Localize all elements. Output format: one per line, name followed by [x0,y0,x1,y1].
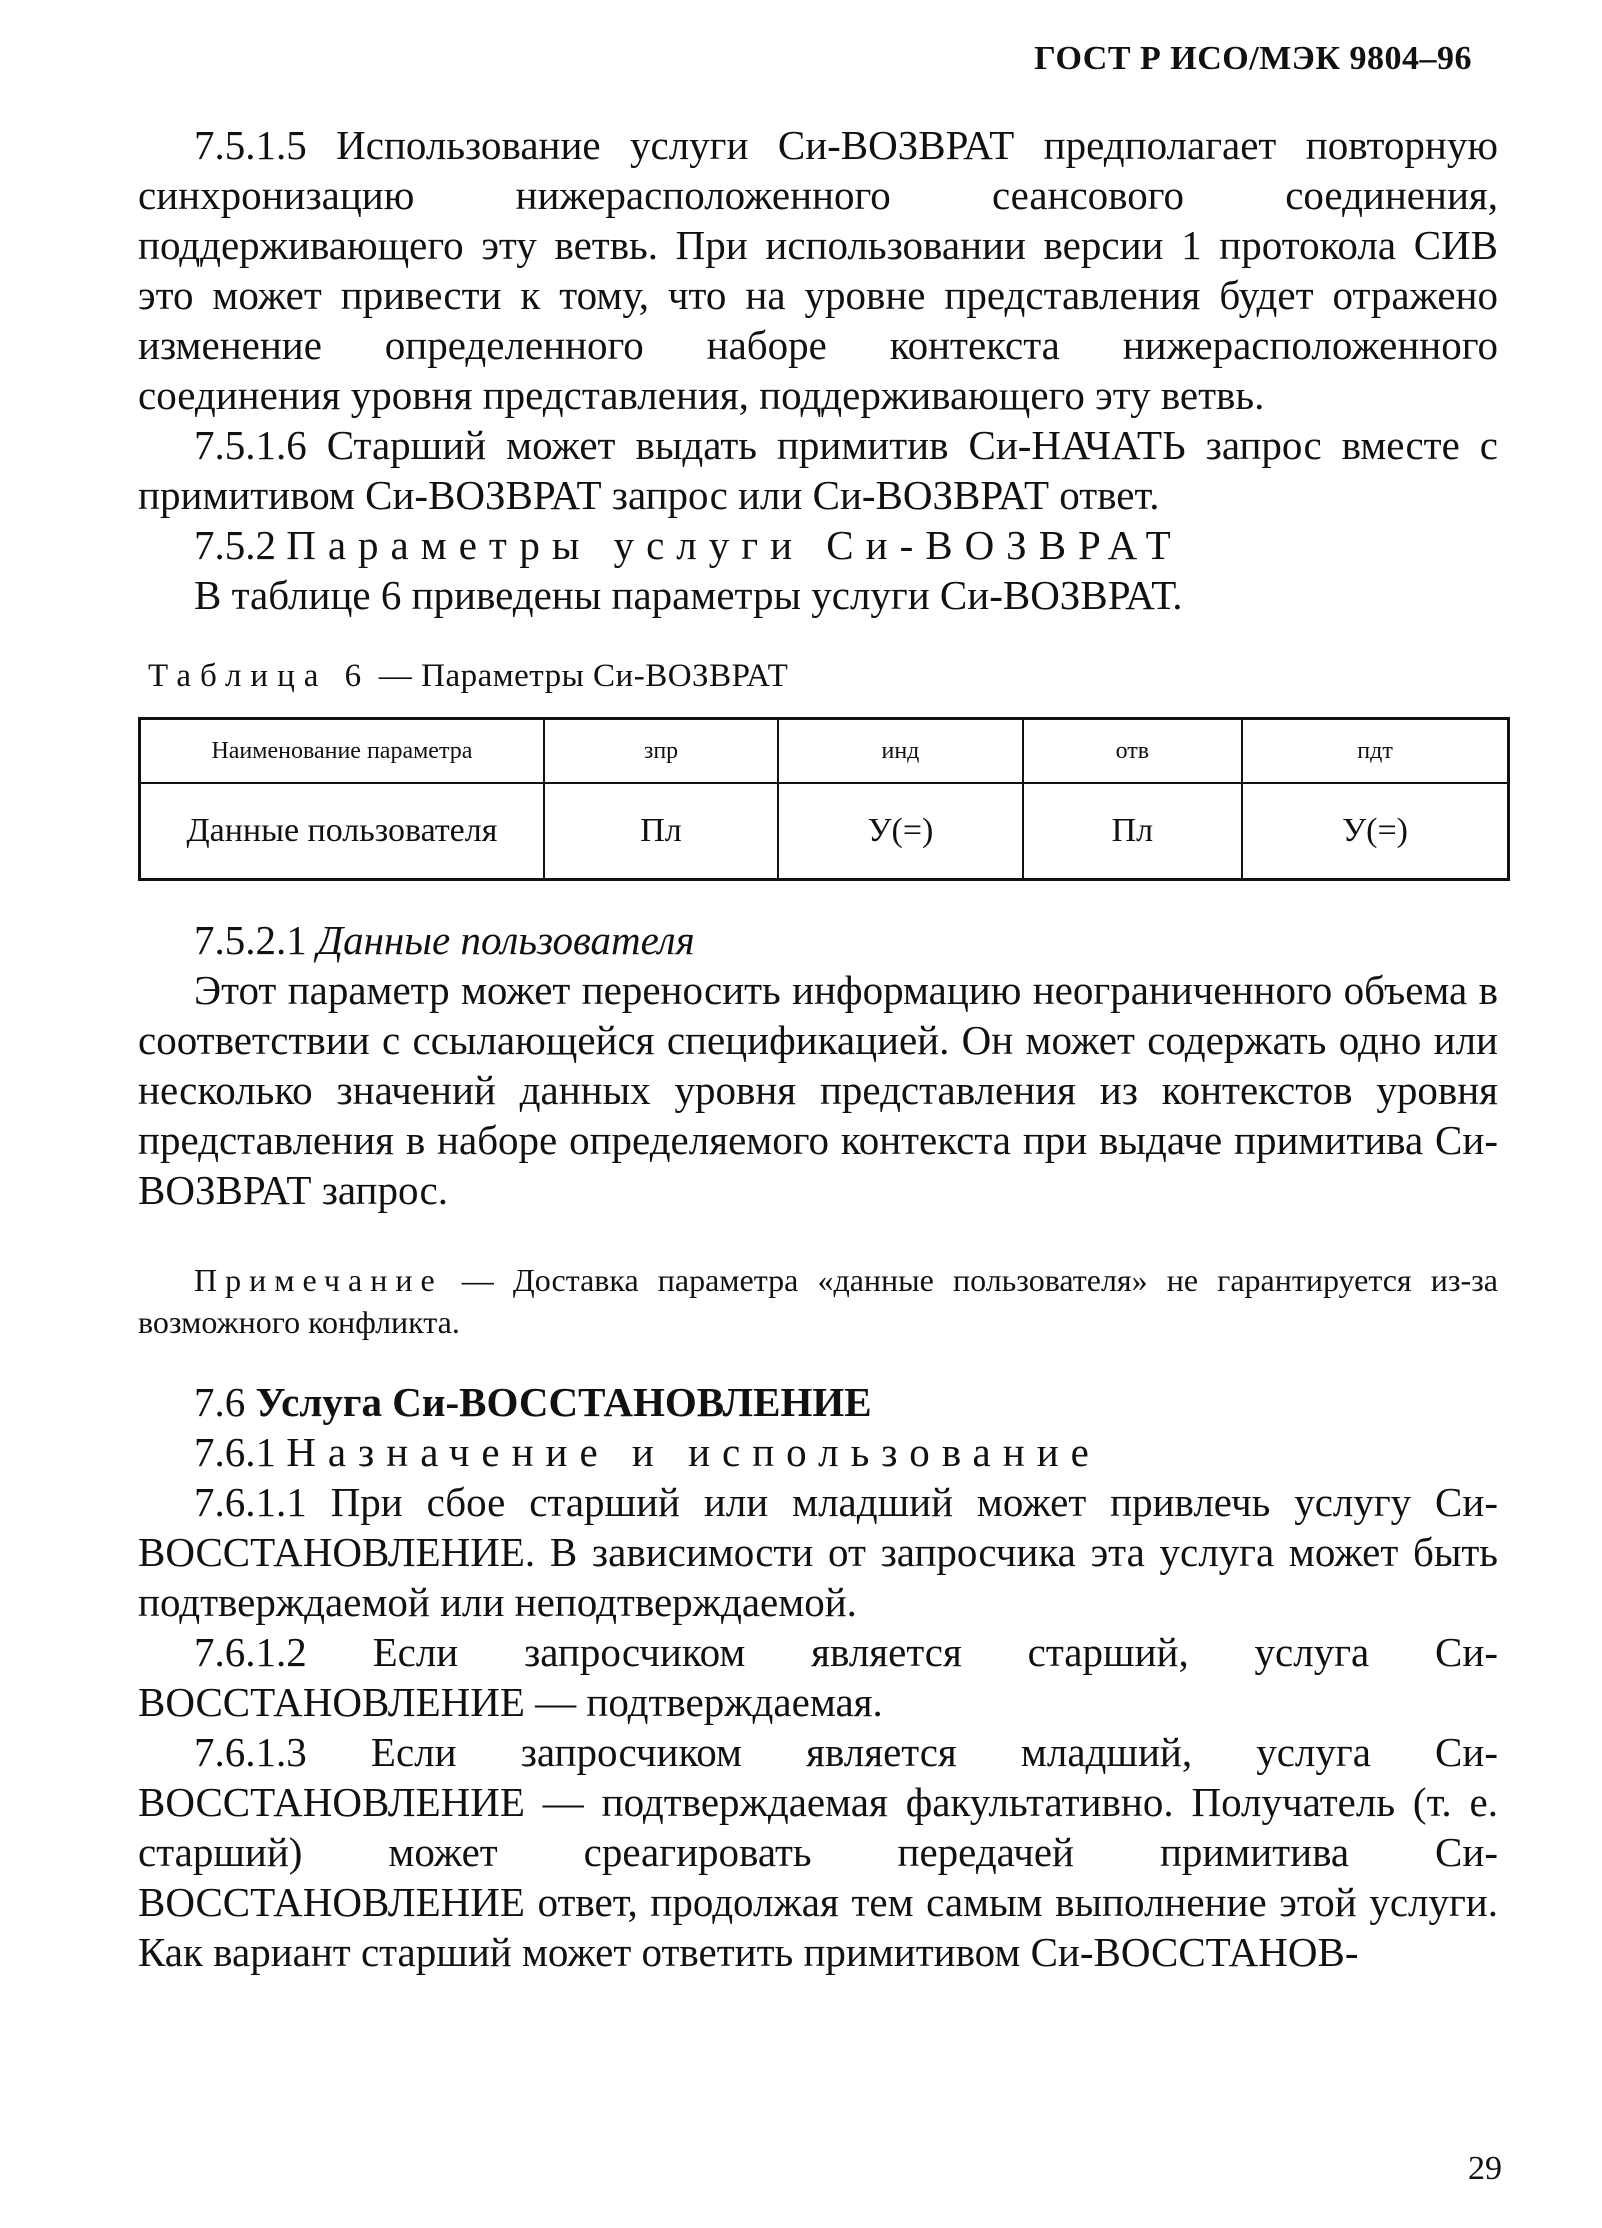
paragraph-table-ref: В таблице 6 приведены параметры услуги Си-ВОЗВРАТ. [194,572,1183,618]
table-header-cell: зпр [544,719,778,784]
table-header-cell: отв [1023,719,1242,784]
table-header-cell: инд [778,719,1022,784]
table-cell: У(=) [1242,783,1508,880]
paragraph-7-6-1-3: 7.6.1.3 Если запросчиком является младший, услуга Си-ВОССТАНОВЛЕНИЕ — подтверждаемая факультативно. Получатель (т. е. старший) может среагировать передачей примитива Си-ВОССТАНОВЛЕНИЕ ответ, продолжая тем самым выполнение этой услуги. Как вариант старший может ответить примитивом Си-ВОССТАНОВ- [138,1729,1498,1975]
paragraph-7-5-1-5: 7.5.1.5 Использование услуги Си-ВОЗВРАТ предполагает повторную синхронизацию нижерасположенного сеансового соединения, поддерживающего эту ветвь. При использовании версии 1 протокола СИВ это может привести к тому, что на уровне представления будет отражено изменение определенного наборе контекста нижерасположенного соединения уровня представления, поддерживающего эту ветвь. [138,122,1498,418]
note [138,1259,1498,1343]
table-cell: Пл [1023,783,1242,880]
table-cell: У(=) [778,783,1022,880]
table-caption-text: — Параметры Си-ВОЗВРАТ [370,658,789,694]
table-caption [148,658,1498,695]
heading-7-5-2-1-number: 7.5.2.1 [194,917,307,963]
table-header-row [140,719,1509,784]
note-text: — Доставка параметра «данные пользователя» не гарантируется из-за возможного конфликта. [138,1262,1498,1340]
heading-7-6-title: Услуга Си-ВОССТАНОВЛЕНИЕ [255,1379,872,1425]
heading-7-5-2-number: 7.5.2 [194,522,276,568]
heading-7-6 [138,1377,1498,1427]
table-caption-label: Таблица 6 [148,658,371,694]
heading-7-5-2 [138,520,1498,570]
heading-7-6-number: 7.6 [194,1379,246,1425]
heading-7-5-2-1-title: Данные пользователя [317,917,695,963]
paragraph-7-6-1-1: 7.6.1.1 При сбое старший или младший может привлечь услугу Си-ВОССТАНОВЛЕНИЕ. В зависимости от запросчика эта услуга может быть подтверждаемой или неподтверждаемой. [138,1479,1498,1625]
note-label: Примечание [194,1262,443,1298]
heading-7-6-1-number: 7.6.1 [194,1429,276,1475]
table-cell: Данные пользователя [140,783,544,880]
heading-7-5-2-1 [138,915,1498,965]
table-header-cell: Наименование параметра [140,719,544,784]
paragraph-7-5-1-6: 7.5.1.6 Старший может выдать примитив Си-НАЧАТЬ запрос вместе с примитивом Си-ВОЗВРАТ запрос или Си-ВОЗВРАТ ответ. [138,422,1498,518]
page-header: ГОСТ Р ИСО/МЭК 9804–96 [1034,40,1472,77]
page-number: 29 [1468,2150,1502,2187]
table-row [140,783,1509,880]
parameters-table [138,717,1510,881]
page-body [138,120,1498,1977]
paragraph-7-6-1-2: 7.6.1.2 Если запросчиком является старший, услуга Си-ВОССТАНОВЛЕНИЕ — подтверждаемая. [138,1629,1498,1725]
paragraph-user-data: Этот параметр может переносить информацию неограниченного объема в соответствии с ссылающейся спецификацией. Он может содержать одно или несколько значений данных уровня представления из контекстов уровня представления в наборе определяемого контекста при выдаче примитива Си-ВОЗВРАТ запрос. [138,967,1498,1213]
heading-7-6-1 [138,1427,1498,1477]
heading-7-6-1-title: Назначение и использование [286,1429,1101,1475]
table-cell: Пл [544,783,778,880]
heading-7-5-2-title: Параметры услуги Си-ВОЗВРАТ [286,522,1183,568]
table-header-cell: пдт [1242,719,1508,784]
